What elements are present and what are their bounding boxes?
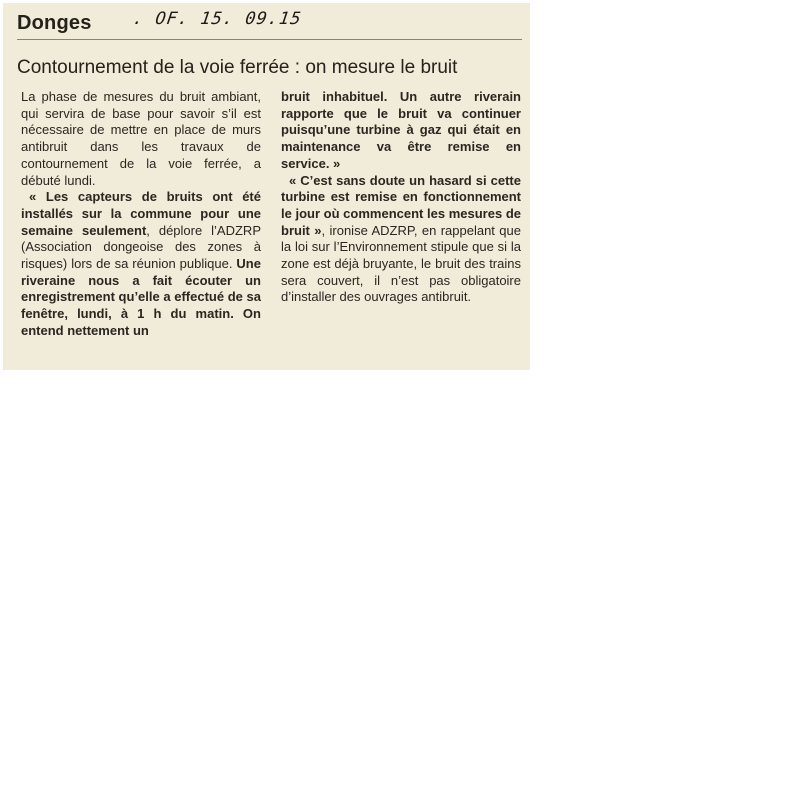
article-column-1: [21, 89, 261, 340]
bold-quote: « Les capteurs de bruits ont été installés sur la commune pour une semaine seulement: [21, 189, 261, 238]
paragraph: [281, 173, 521, 307]
article-body: [21, 89, 521, 340]
newspaper-clipping: [3, 3, 530, 370]
article-headline: Contournement de la voie ferrée : on mesure le bruit: [17, 57, 458, 78]
paragraph-text: , déplore l’ADZRP (Association dongeoise des zones à risques) lors de sa réunion publique.: [21, 222, 261, 272]
clipping-header: [17, 12, 92, 38]
handwritten-date: . OF. 15. 09.15: [131, 9, 303, 29]
header-divider: [17, 39, 522, 40]
paragraph-text: , ironise ADZRP, en rappelant que la loi sur l’Environnement stipule que si la zone est déjà bruyante, le bruit des trains sera couvert, il n’est pas obligatoire d’installer des ouvrages antibruit.: [281, 222, 521, 305]
bold-quote: Une riveraine nous a fait écouter un enregistrement qu’elle a effectué de sa fenêtre, lundi, à 1 h du matin. On entend nettement un: [21, 256, 261, 338]
paragraph: [21, 189, 261, 339]
article-column-2: [281, 89, 521, 340]
paragraph: La phase de mesures du bruit ambiant, qui servira de base pour savoir s’il est nécessaire de mettre en place de murs antibruit dans les travaux de contournement de la voie ferrée, a débuté lundi.: [21, 89, 261, 188]
paragraph: bruit inhabituel. Un autre riverain rapporte que le bruit va continuer puisqu’une turbine à gaz qui était en maintenance va être remise en service. »: [281, 89, 521, 171]
section-title: Donges: [17, 12, 92, 34]
bold-quote: « C’est sans doute un hasard si cette turbine est remise en fonctionnement le jour où commencent les mesures de bruit »: [281, 172, 521, 238]
